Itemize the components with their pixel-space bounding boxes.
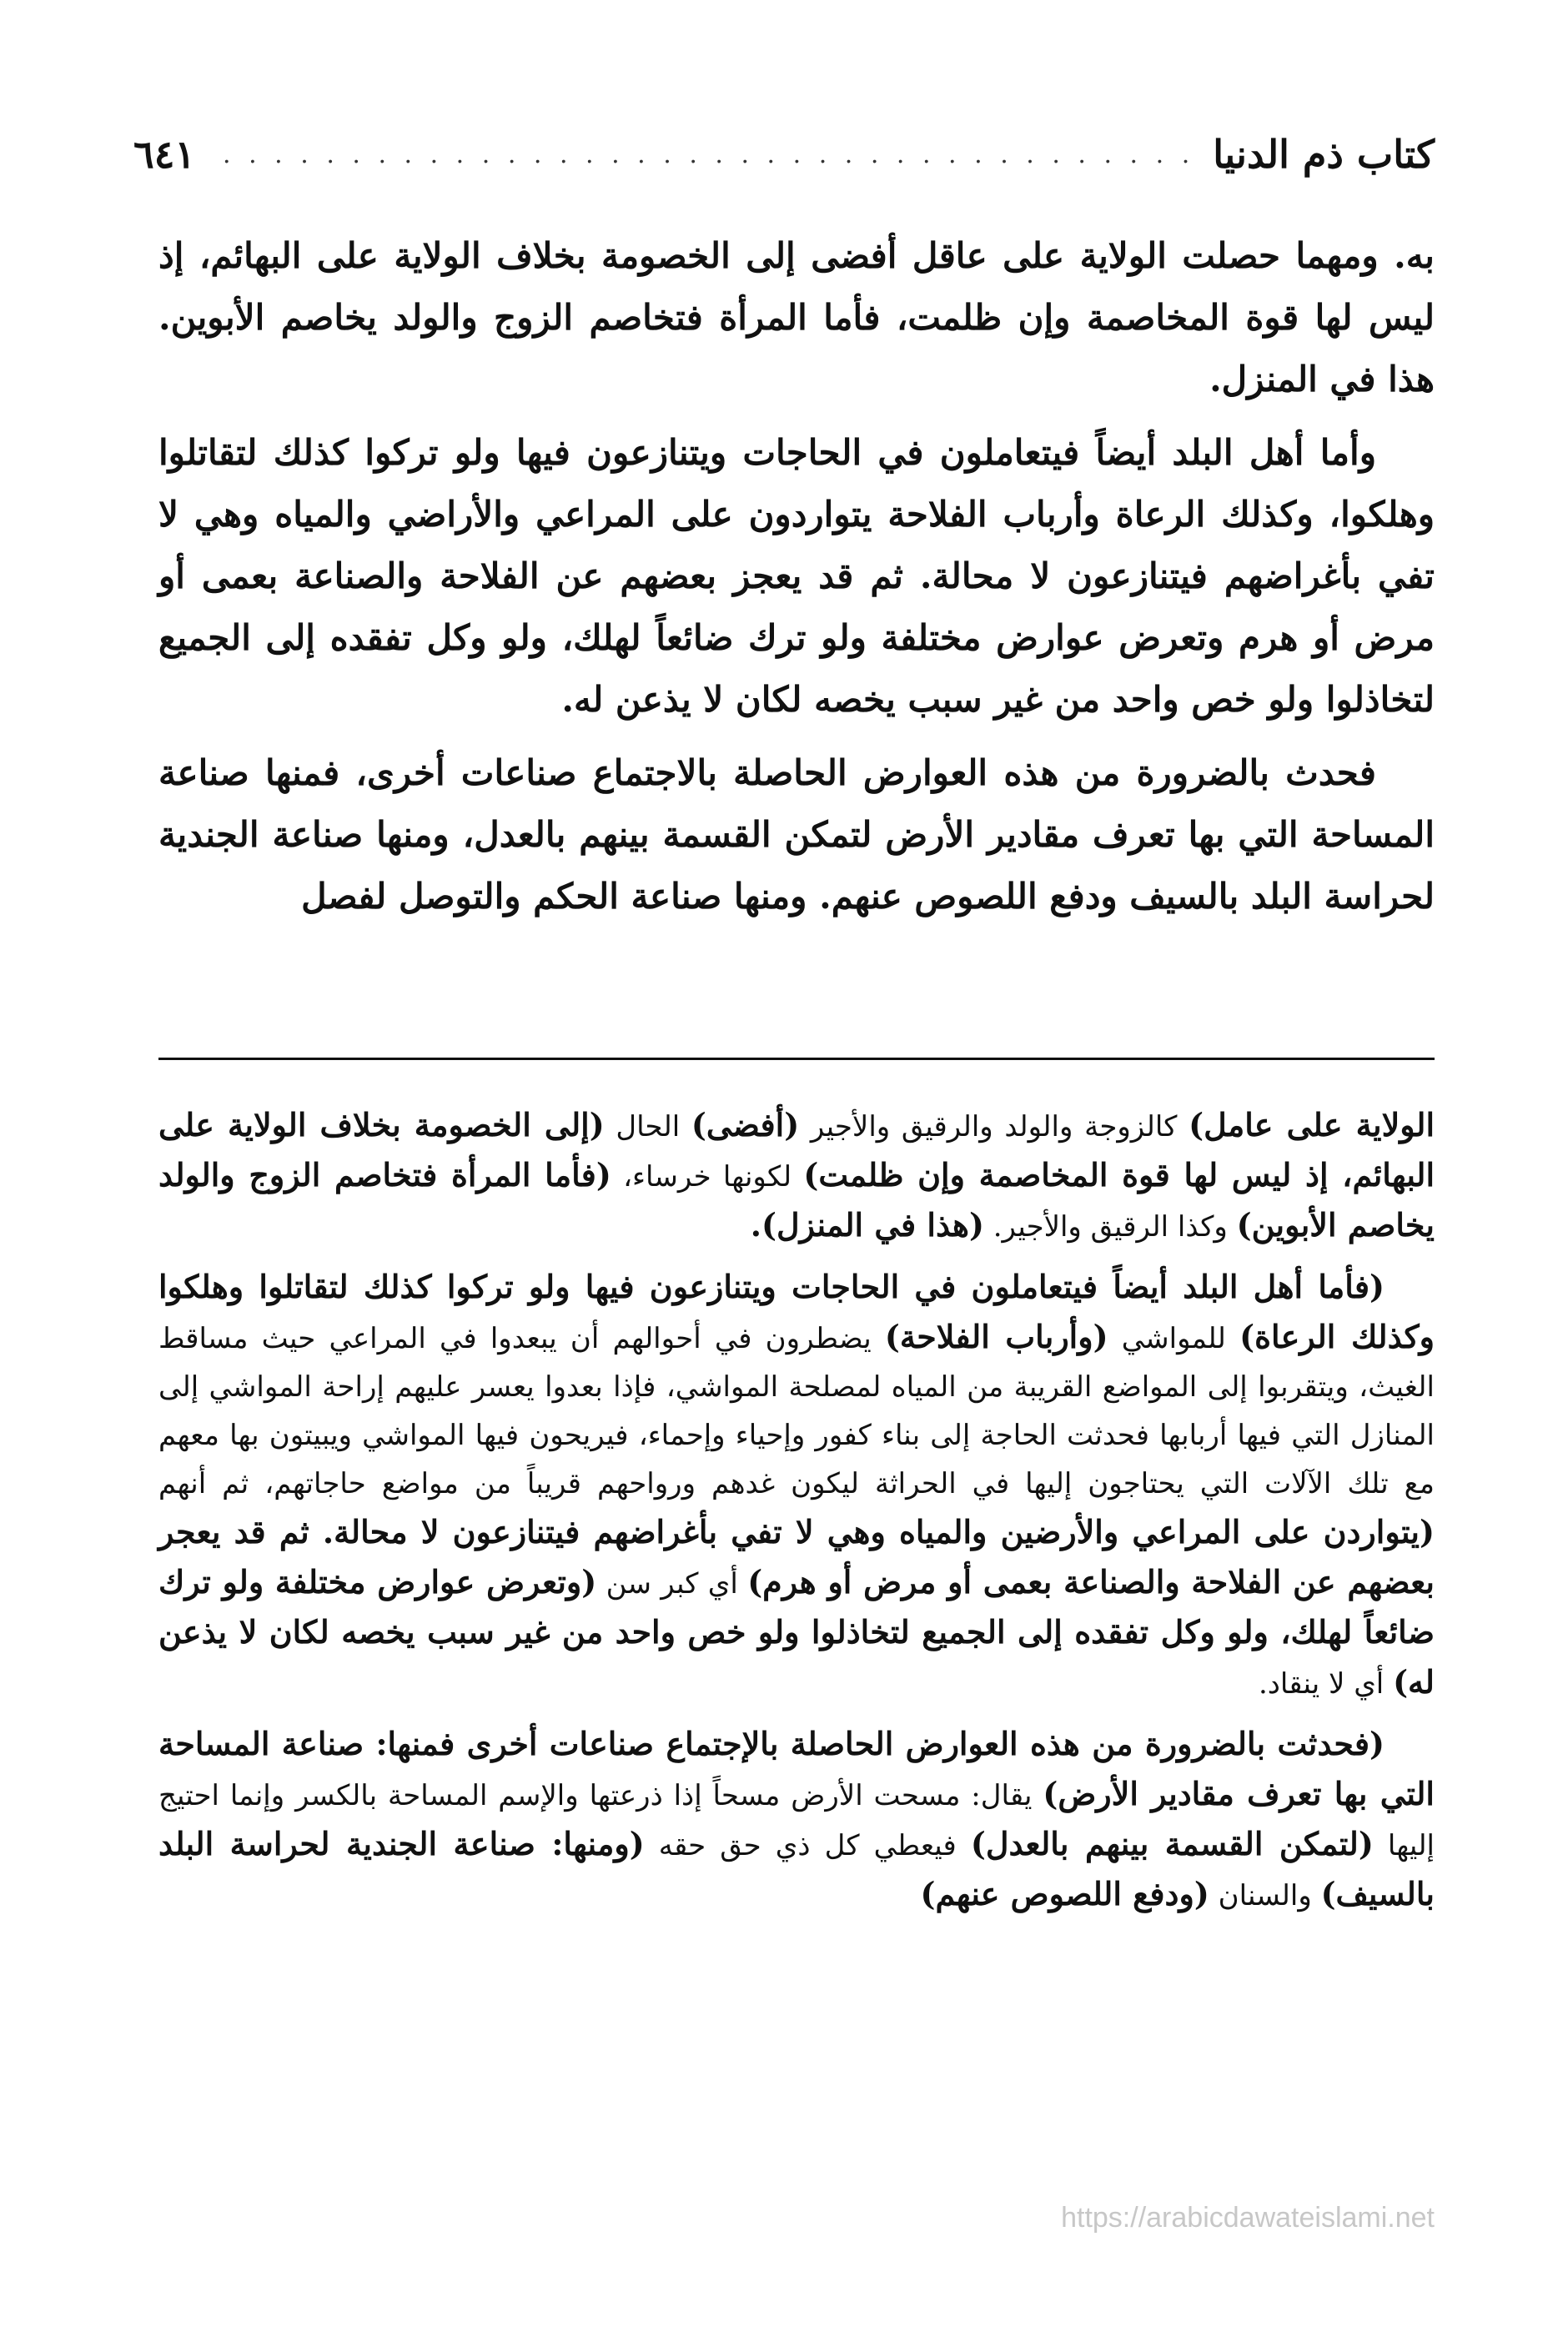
quoted-matn-segment: (فحدثت بالضرورة من هذه العوارض الحاصلة بالإجتماع صناعات أخرى فمنها: صناعة المساحة التي بها تعرف مقادير الأرض) — [158, 1725, 1435, 1812]
page-number: ٦٤١ — [133, 132, 196, 177]
quoted-matn-segment: (إلى الخصومة بخلاف الولاية على البهائم، إذ ليس لها قوة المخاصمة وإن ظلمت) — [158, 1106, 1435, 1194]
commentary-segment: أي كبر سن — [596, 1567, 748, 1601]
commentary — [158, 1101, 1435, 1930]
main-paragraph-1: به. ومهما حصلت الولاية على عاقل أفضى إلى الخصومة بخلاف الولاية على البهائم، إذ ليس لها قوة المخاصمة وإن ظلمت، فأما المرأة فتخاصم الزوج والولد يخاصم الأبوين. هذا في المنزل. — [158, 235, 1435, 400]
quoted-matn-segment: الولاية على عامل) — [1189, 1106, 1435, 1143]
running-header — [133, 121, 1435, 188]
commentary-segment: لكونها خرساء، — [611, 1160, 804, 1194]
leader-dots — [214, 140, 1194, 169]
commentary-segment: وكذا الرقيق والأجير. — [983, 1210, 1237, 1244]
quoted-matn-segment: (يتواردن على المراعي والأرضين والمياه وهي لا تفي بأغراضهم فيتنازعون لا محالة. ثم قد يعجر بعضهم عن الفلاحة والصناعة بعمى أو مرض أو هرم) — [158, 1513, 1435, 1601]
book-title: كتاب ذم الدنيا — [1213, 132, 1435, 177]
quoted-matn-segment: (وأرباب الفلاحة) — [884, 1318, 1108, 1355]
quoted-matn-segment: (أفضى) — [691, 1106, 800, 1143]
commentary-segment: يضطرون في أحوالهم أن يبعدوا في المراعي حيث مساقط الغيث، ويتقربوا إلى المواضع القريبة من المياه لمصلحة المواشي، فإذا بعدوا يعسر عليهم إراحة المواشي إلى المنازل التي فيها أربابها فحدثت الحاجة إلى بناء كفور وإحياء وإحماء، فيريحون فيها المواشي ويبيتون بها معهم مع تلك الآلات التي يحتاجون إليها في الحراثة ليكون غدهم ورواحهم قريباً من مواضع حاجاتهم، ثم أنهم — [158, 1322, 1435, 1500]
commentary-segment: فيعطي كل ذي حق حقه — [644, 1829, 971, 1862]
watermark-url: https://arabicdawateislami.net — [1061, 2202, 1435, 2234]
quoted-matn-segment: (وتعرض عوارض مختلفة ولو ترك ضائعاً لهلك، ولو وكل تفقده إلى الجميع لتخاذلوا ولو خص واحد من غير سبب يخصه لكان لا يذعن له) — [158, 1563, 1435, 1701]
commentary-segment: للمواشي — [1108, 1322, 1240, 1355]
main-paragraph-2: وأما أهل البلد أيضاً فيتعاملون في الحاجات ويتنازعون فيها ولو تركوا كذلك لتقاتلوا وهلكوا، وكذلك الرعاة وأرباب الفلاحة يتواردون على المراعي والأراضي والمياه وهي لا تفي بأغراضهم فيتنازعون لا محالة. ثم قد يعجز بعضهم عن الفلاحة والصناعة بعمى أو مرض أو هرم وتعرض عوارض مختلفة ولو ترك ضائعاً لهلك، ولو وكل تفقده إلى الجميع لتخاذلوا ولو خص واحد من غير سبب يخصه لكان لا يذعن له. — [158, 432, 1435, 720]
main-text — [158, 225, 1435, 934]
quoted-matn-segment: (هذا في المنزل). — [750, 1206, 984, 1244]
commentary-segment: يقال: مسحت الأرض مسحاً إذا ذرعتها والإسم المساحة بالكسر وإنما احتيج إليها — [158, 1779, 1435, 1862]
commentary-paragraph-1 — [158, 1101, 1435, 1251]
quoted-matn-segment: (ودفع اللصوص عنهم) — [920, 1875, 1209, 1912]
commentary-paragraph-3 — [158, 1720, 1435, 1920]
quoted-matn-segment: (فأما أهل البلد أيضاً فيتعاملون في الحاجات ويتنازعون فيها ولو تركوا كذلك لتقاتلوا وهلكوا وكذلك الرعاة) — [158, 1268, 1435, 1355]
commentary-segment: الحال — [604, 1110, 691, 1143]
commentary-segment: والسنان — [1209, 1879, 1321, 1912]
quoted-matn-segment: (لتمكن القسمة بينهم بالعدل) — [970, 1825, 1374, 1862]
main-paragraph-3: فحدث بالضرورة من هذه العوارض الحاصلة بالاجتماع صناعات أخرى، فمنها صناعة المساحة التي بها تعرف مقادير الأرض لتمكن القسمة بينهم بالعدل، ومنها صناعة الجندية لحراسة البلد بالسيف ودفع اللصوص عنهم. ومنها صناعة الحكم والتوصل لفصل — [158, 752, 1435, 917]
commentary-segment: أي لا ينقاد. — [1258, 1667, 1394, 1701]
quoted-matn-segment: (فأما المرأة فتخاصم الزوج والولد يخاصم الأبوين) — [158, 1156, 1435, 1244]
quoted-matn-segment: (ومنها: صناعة الجندية لحراسة البلد بالسيف) — [158, 1825, 1435, 1912]
commentary-paragraph-2 — [158, 1263, 1435, 1708]
footnote-divider — [158, 1058, 1435, 1060]
commentary-segment: كالزوجة والولد والرقيق والأجير — [799, 1110, 1189, 1143]
